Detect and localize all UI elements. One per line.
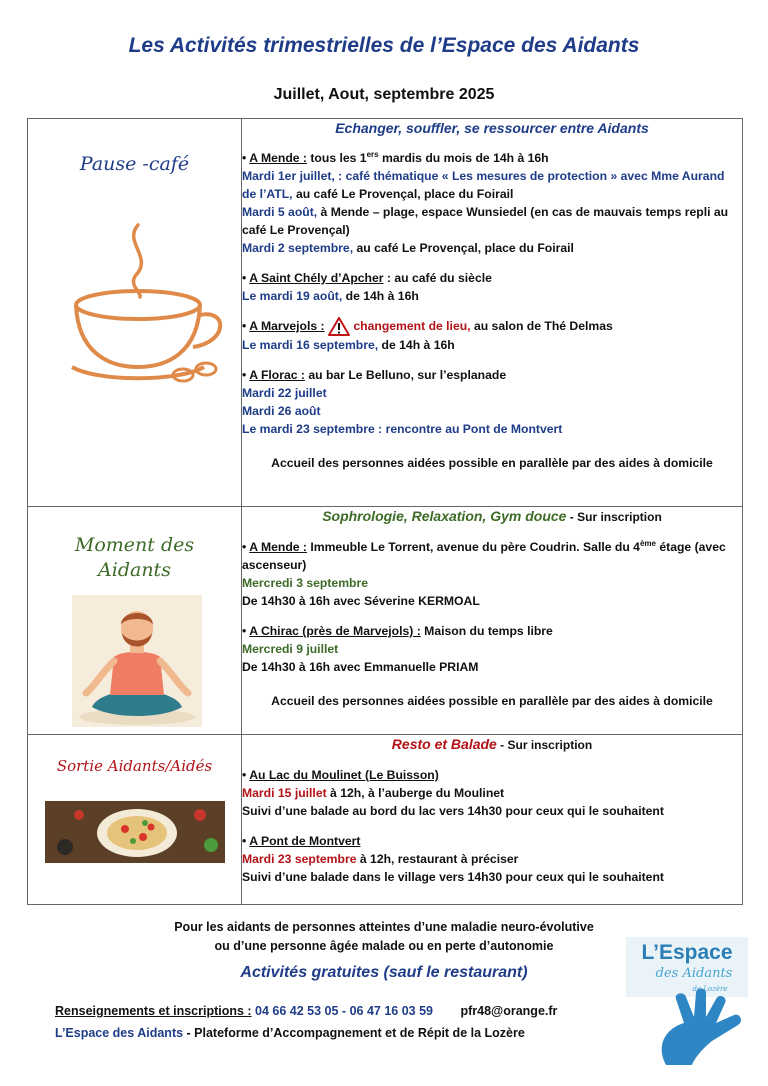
sortie-pont-date: Mardi 23 septembre — [242, 852, 357, 866]
pause-marvejols-time: de 14h à 16h — [378, 338, 455, 353]
moment-mende-text: Immeuble Le Torrent, avenue du père Coudrin. Salle du 4 — [306, 540, 640, 554]
pause-mende-date-1: Mardi 1er juillet, : café thématique « Les mesures de protection » avec Mme Aurand de l’ATL, — [242, 169, 725, 201]
hand-icon — [662, 989, 741, 1066]
pause-marvejols-label: A Marvejols : — [249, 319, 325, 333]
moment-section-title-text: Sophrologie, Relaxation, Gym douce — [322, 508, 567, 524]
moment-chirac-label: A Chirac (près de Marvejols) : — [249, 624, 421, 638]
pause-florac-text: au bar Le Belluno, sur l’esplanade — [304, 368, 507, 383]
footer-org-name: L’Espace des Aidants — [55, 1026, 184, 1040]
pause-mende-text-b: mardis du mois de 14h à 16h — [378, 151, 549, 165]
sortie-section-title — [242, 735, 742, 754]
pause-marvejols-change: changement de lieu, — [353, 319, 471, 333]
moment-mende-date: Mercredi 3 septembre — [242, 576, 368, 590]
table-row — [28, 507, 743, 735]
sortie-lac-date: Mardi 15 juillet — [242, 786, 327, 800]
logo-line3: de Lozère — [692, 985, 728, 993]
pause-stchely-date: Le mardi 19 août, — [242, 289, 343, 303]
pause-florac-date-3: Le mardi 23 septembre : rencontre au Pont de Montvert — [242, 422, 563, 437]
moment-chirac-block: • A Chirac (près de Marvejols) : Maison du temps libre Mercredi 9 juillet De 14h30 à 16h avec Emmanuelle PRIAM — [242, 624, 553, 674]
moment-label-cell — [28, 507, 242, 735]
pause-mende-block: • A Mende : tous les 1ers mardis du mois de 14h à 16h Mardi 1er juillet, : café thématique « Les mesures de protection » avec Mme Aurand de l’ATL, au café Le Provençal, place du Foirail Mardi 5 août, à Mende – plage, espace Wunsiedel (en cas de mauvais temps repli au café Le Provençal) Mardi 2 septembre, au café Le Provençal, place du Foirail — [242, 149, 729, 255]
moment-mende-block: • A Mende : Immeuble Le Torrent, avenue du père Coudrin. Salle du 4ème étage (avec ascenseur) Mercredi 3 septembre De 14h30 à 16h avec Séverine KERMOAL — [242, 538, 726, 608]
pause-florac-label: A Florac : — [249, 368, 305, 383]
sortie-section-title-text: Resto et Balade — [391, 736, 497, 752]
moment-mende-time: De 14h30 à 16h avec Séverine KERMOAL — [242, 594, 480, 608]
footer-email[interactable]: pfr48@orange.fr — [460, 1004, 558, 1018]
pause-label: Pause -café — [79, 153, 190, 175]
pause-label-cell — [28, 119, 242, 507]
footer-contact-label: Renseignements et inscriptions : — [55, 1004, 252, 1018]
moment-mende-label: A Mende : — [249, 540, 307, 554]
pause-mende-date-3: Mardi 2 septembre, — [242, 241, 354, 255]
moment-mende-text-b: étage (avec ascenseur) — [242, 540, 726, 572]
pause-mende-place-3: au café Le Provençal, place du Foirail — [353, 241, 574, 255]
sortie-pont-text: à 12h, restaurant à préciser — [356, 852, 519, 866]
moment-chirac-text: Maison du temps libre — [420, 624, 553, 638]
page-subtitle: Juillet, Aout, septembre 2025 — [273, 86, 495, 103]
moment-chirac-date: Mercredi 9 juillet — [242, 642, 339, 656]
pause-mende-place-1: au café Le Provençal, place du Foirail — [292, 187, 514, 201]
logo-line1: L’Espace — [641, 941, 733, 964]
sortie-pont-label: A Pont de Montvert — [249, 834, 361, 848]
pause-mende-text: tous les 1 — [306, 151, 367, 165]
pause-mende-place-2: à Mende – plage, espace Wunsiedel (en cas de mauvais temps repli au café Le Provençal) — [242, 205, 729, 237]
footer-org — [55, 1026, 525, 1040]
pause-florac-date-2: Mardi 26 août — [242, 404, 321, 419]
pause-note: Accueil des personnes aidées possible en parallèle par des aides à domicile — [271, 456, 713, 471]
sortie-label-cell — [28, 735, 242, 905]
page-title: Les Activités trimestrielles de l’Espace des Aidants — [128, 34, 640, 57]
moment-content-cell — [242, 507, 743, 735]
footer-org-desc: - Plateforme d’Accompagnement et de Répit de la Lozère — [183, 1026, 525, 1040]
pause-section-title: Echanger, souffler, se ressourcer entre Aidants — [335, 120, 649, 136]
pause-stchely-block: • A Saint Chély d’Apcher : au café du siècle Le mardi 19 août, de 14h à 16h — [242, 271, 492, 303]
activities-table — [27, 118, 743, 905]
meditation-person-icon — [72, 595, 202, 727]
pause-content-cell — [242, 119, 743, 507]
pause-florac-block: • A Florac : au bar Le Belluno, sur l’esplanade Mardi 22 juillet Mardi 26 août Le mardi 23 septembre : rencontre au Pont de Montvert — [242, 368, 563, 437]
moment-note: Accueil des personnes aidées possible en parallèle par des aides à domicile — [271, 694, 713, 708]
pause-marvejols-text: au salon de Thé Delmas — [470, 319, 613, 333]
table-row — [28, 119, 743, 507]
moment-label — [28, 533, 241, 583]
moment-section-suffix: - Sur inscription — [566, 510, 662, 524]
pause-mende-date-2: Mardi 5 août, — [242, 205, 318, 219]
pause-marvejols-date: Le mardi 16 septembre, — [242, 338, 379, 353]
table-row — [28, 735, 743, 905]
moment-label-line1: Moment des — [74, 534, 195, 556]
pause-stchely-text: : au café du siècle — [383, 271, 492, 285]
pause-mende-label: A Mende : — [249, 151, 307, 165]
sortie-pont-walk: Suivi d’une balade dans le village vers 14h30 pour ceux qui le souhaitent — [242, 870, 664, 884]
pause-stchely-label: A Saint Chély d’Apcher — [249, 271, 384, 285]
moment-section-title — [242, 507, 742, 526]
footer-free: Activités gratuites (sauf le restaurant) — [240, 964, 528, 981]
sortie-lac-text: à 12h, à l’auberge du Moulinet — [326, 786, 505, 800]
moment-chirac-time: De 14h30 à 16h avec Emmanuelle PRIAM — [242, 660, 479, 674]
food-plate-icon — [45, 801, 225, 863]
footer-line1: Pour les aidants de personnes atteintes d’une maladie neuro-évolutive — [174, 920, 594, 934]
espace-aidants-logo — [626, 937, 748, 1065]
sortie-pont-block: • A Pont de Montvert Mardi 23 septembre à 12h, restaurant à préciser Suivi d’une balade dans le village vers 14h30 pour ceux qui le souhaitent — [242, 834, 664, 884]
sortie-lac-walk: Suivi d’une balade au bord du lac vers 14h30 pour ceux qui le souhaitent — [242, 804, 664, 818]
pause-mende-sup: ers — [366, 149, 379, 159]
logo-line2: des Aidants — [655, 966, 733, 981]
footer-phones: 04 66 42 53 05 - 06 47 16 03 59 — [251, 1004, 433, 1018]
footer-contact — [55, 1004, 557, 1018]
coffee-cup-icon — [68, 217, 228, 387]
pause-stchely-time: de 14h à 16h — [342, 289, 419, 303]
pause-marvejols-block: • A Marvejols : changement de lieu, au salon de Thé Delmas Le mardi 16 septembre, de 14h à 16h — [242, 319, 613, 353]
sortie-content-cell — [242, 735, 743, 905]
sortie-lac-label: Au Lac du Moulinet (Le Buisson) — [249, 768, 439, 782]
warning-icon — [328, 317, 350, 336]
sortie-lac-block: • Au Lac du Moulinet (Le Buisson) Mardi 15 juillet à 12h, à l’auberge du Moulinet Suivi d’une balade au bord du lac vers 14h30 pour ceux qui le souhaitent — [242, 768, 664, 818]
sortie-section-suffix: - Sur inscription — [496, 738, 593, 752]
moment-label-line2: Aidants — [98, 559, 171, 581]
sortie-label: Sortie Aidants/Aidés — [56, 757, 213, 775]
footer-line2: ou d’une personne âgée malade ou en perte d’autonomie — [214, 939, 554, 953]
moment-mende-sup: ème — [639, 538, 656, 548]
pause-florac-date-1: Mardi 22 juillet — [242, 386, 327, 401]
